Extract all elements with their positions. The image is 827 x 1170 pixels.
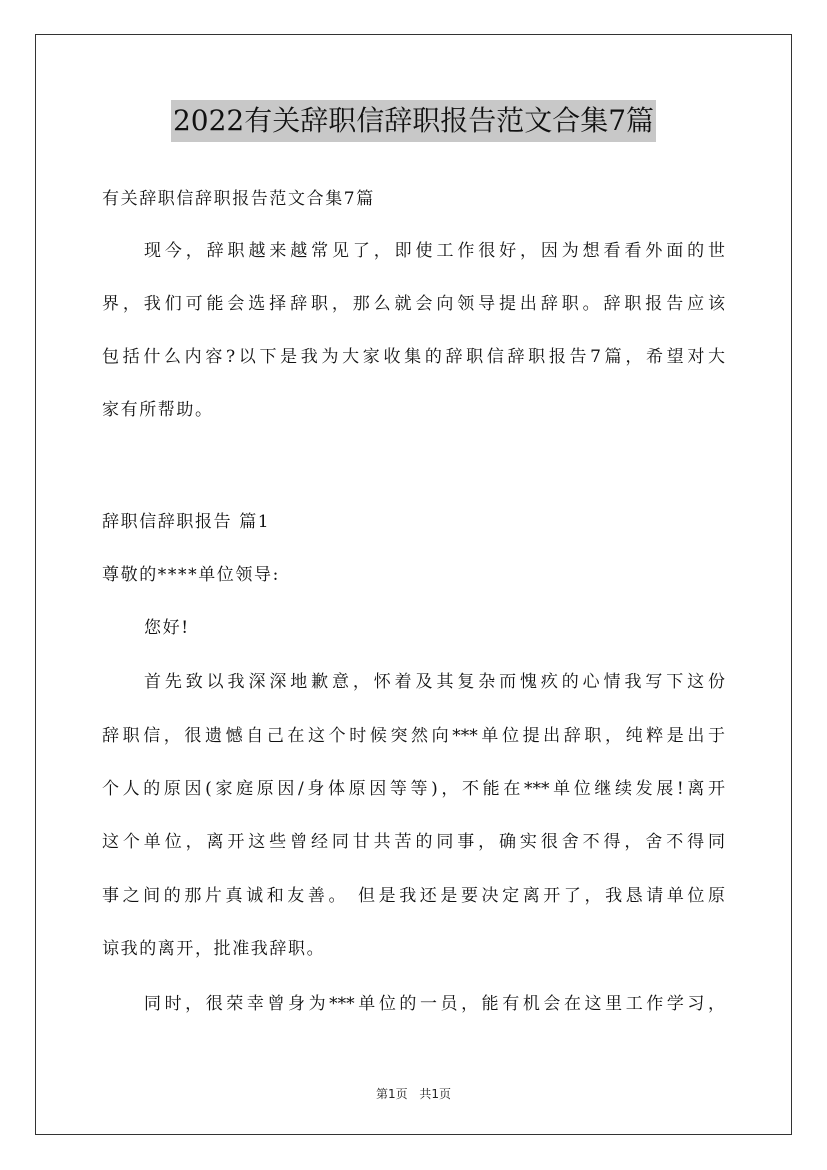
paragraph1-line-4: 这个单位，离开这些曾经同甘共苦的同事，确实很舍不得，舍不得同 [102, 832, 725, 852]
document-subtitle: 有关辞职信辞职报告范文合集7篇 [102, 189, 375, 209]
intro-line-3: 包括什么内容?以下是我为大家收集的辞职信辞职报告7篇，希望对大 [102, 347, 725, 367]
paragraph1-line-2: 辞职信，很遗憾自己在这个时候突然向***单位提出辞职，纯粹是出于 [102, 726, 725, 746]
intro-line-2: 界，我们可能会选择辞职，那么就会向领导提出辞职。辞职报告应该 [102, 294, 725, 314]
document-title: 2022有关辞职信辞职报告范文合集7篇 [171, 100, 656, 142]
paragraph1-line-1: 首先致以我深深地歉意，怀着及其复杂而愧疚的心情我写下这份 [144, 672, 725, 692]
page-number-total: 共1页 [419, 1087, 452, 1101]
title-container [0, 100, 827, 142]
paragraph1-line-3: 个人的原因(家庭原因/身体原因等等)，不能在***单位继续发展!离开 [102, 779, 725, 799]
paragraph1-line-5: 事之间的那片真诚和友善。 但是我还是要决定离开了，我恳请单位原 [102, 886, 725, 906]
section-heading: 辞职信辞职报告 篇1 [102, 512, 271, 532]
salutation: 尊敬的****单位领导: [102, 565, 280, 585]
greeting: 您好! [144, 618, 190, 638]
intro-line-4: 家有所帮助。 [102, 400, 214, 420]
page-footer [0, 1085, 827, 1102]
page-number-current: 第1页 [375, 1087, 408, 1101]
paragraph2-line-1: 同时，很荣幸曾身为***单位的一员，能有机会在这里工作学习， [144, 994, 725, 1014]
intro-line-1: 现今，辞职越来越常见了，即使工作很好，因为想看看外面的世 [144, 241, 725, 261]
paragraph1-line-6: 谅我的离开，批准我辞职。 [102, 939, 326, 959]
